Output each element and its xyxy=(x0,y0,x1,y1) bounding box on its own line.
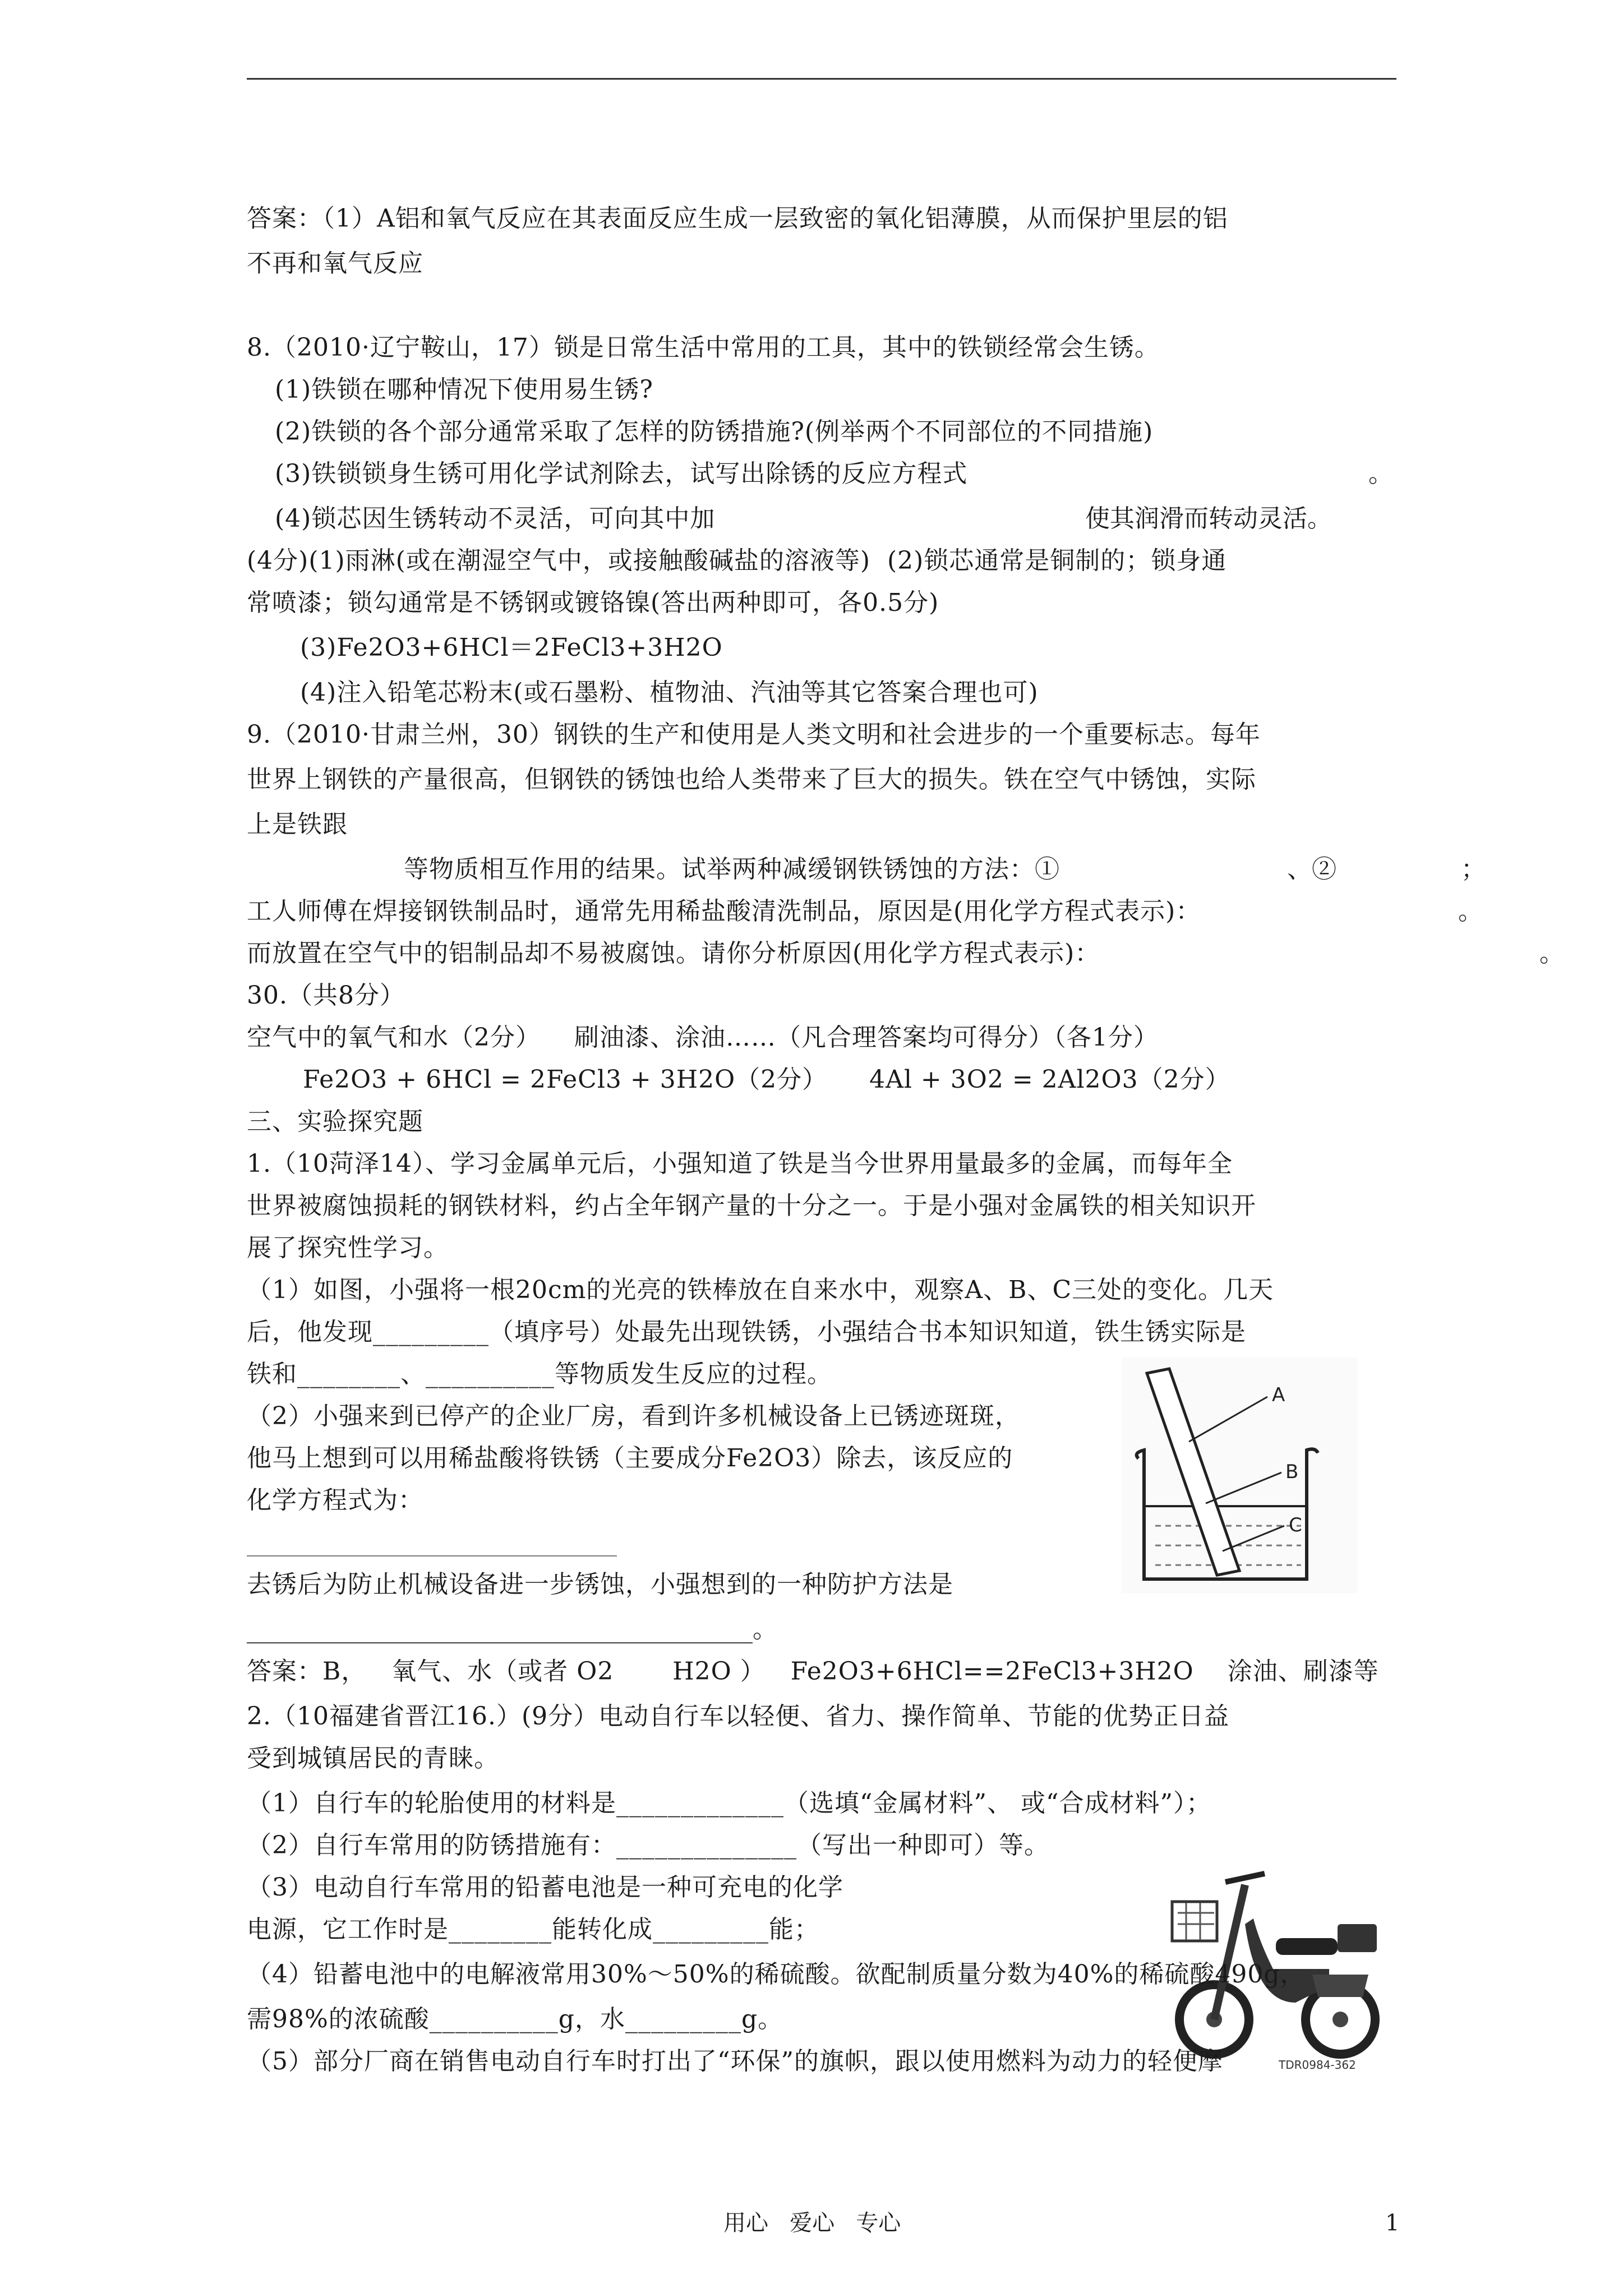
experiment-2-text: 2.（10福建省晋江16.）(9分）电动自行车以轻便、省力、操作简单、节能的优势正日益 xyxy=(247,1702,1230,1731)
punctuation: 。 xyxy=(1458,897,1483,926)
question-8-answer: (3)Fe2O3+6HCl＝2FeCl3+3H2O xyxy=(300,633,723,662)
question-9-answer: Fe2O3 + 6HCl = 2FeCl3 + 3H2O（2分） 4Al + 3O2 = 2Al2O3（2分） xyxy=(303,1065,1230,1094)
answer-line: 不再和氧气反应 xyxy=(247,249,423,278)
rear-fender xyxy=(1312,1975,1368,1997)
experiment-2-text: （5）部分厂商在销售电动自行车时打出了“环保”的旗帜，跟以使用燃料为动力的轻便摩 xyxy=(247,2047,1223,2076)
experiment-1-answer: 答案：B， 氧气、水（或者 O2 H2O ） Fe2O3+6HCl==2FeCl3+3H2O 涂油、刷漆等 xyxy=(247,1657,1379,1686)
question-8-answer: 常喷漆；锁勾通常是不锈钢或镀铬镍(答出两种即可，各0.5分) xyxy=(247,588,939,617)
question-8-sub-1: (1)铁锁在哪种情况下使用易生锈? xyxy=(275,375,653,404)
question-9-answer-header: 30.（共8分） xyxy=(247,981,405,1010)
footer-motto: 用心 爱心 专心 xyxy=(723,2210,901,2236)
experiment-1-text: 1.（10菏泽14）、学习金属单元后，小强知道了铁是当今世界用量最多的金属，而每年全 xyxy=(247,1149,1233,1178)
handlebar xyxy=(1225,1874,1265,1882)
experiment-1-text: （2）小强来到已停产的企业厂房，看到许多机械设备上已锈迹斑斑， xyxy=(247,1402,1020,1430)
experiment-1-text: （1）如图，小强将一根20cm的光亮的铁棒放在自来水中，观察A、B、C三处的变化。几天 xyxy=(247,1276,1274,1304)
seat xyxy=(1276,1938,1338,1955)
punctuation: ； xyxy=(1461,855,1486,884)
label-b: B xyxy=(1285,1461,1299,1483)
experiment-2-text: （1）自行车的轮胎使用的材料是_____________（选填“金属材料”、 或“合成材料”）； xyxy=(247,1789,1211,1818)
punctuation: 。 xyxy=(1368,459,1393,488)
question-9-stem: 等物质相互作用的结果。试举两种减缓钢铁锈蚀的方法：① xyxy=(404,855,1060,884)
punctuation: 。 xyxy=(1539,939,1564,968)
answer-blank-line: ______________________________ xyxy=(247,1528,617,1557)
experiment-2-text: （3）电动自行车常用的铅蓄电池是一种可充电的化学 xyxy=(247,1873,843,1902)
answer-blank-line: _________________________________________。 xyxy=(247,1615,777,1644)
rear-hub xyxy=(1332,2012,1348,2027)
experiment-1-text: 后，他发现_________（填序号）处最先出现铁锈，小强结合书本知识知道，铁生锈实际是 xyxy=(247,1318,1246,1346)
answer-line: 答案：（1）A铝和氧气反应在其表面反应生成一层致密的氧化铝薄膜，从而保护里层的铝 xyxy=(247,204,1228,233)
experiment-2-text: 电源，它工作时是________能转化成_________能； xyxy=(247,1915,819,1944)
front-basket xyxy=(1172,1902,1217,1941)
question-9-stem: 世界上钢铁的产量很高，但钢铁的锈蚀也给人类带来了巨大的损失。铁在空气中锈蚀，实际 xyxy=(247,765,1256,794)
experiment-1-text: 世界被腐蚀损耗的钢铁材料，约占全年钢产量的十分之一。于是小强对金属铁的相关知识开 xyxy=(247,1191,1256,1220)
question-9-stem: 9.（2010·甘肃兰州，30）钢铁的生产和使用是人类文明和社会进步的一个重要标志。每年 xyxy=(247,720,1261,749)
label-a: A xyxy=(1272,1384,1285,1406)
page-number: 1 xyxy=(1385,2210,1400,2236)
image-tag: TDR0984-362 xyxy=(1279,2058,1356,2072)
experiment-2-text: （4）铅蓄电池中的电解液常用30%～50%的稀硫酸。欲配制质量分数为40%的稀硫酸490g， xyxy=(247,1960,1306,1989)
question-8-sub-4: (4)锁芯因生锈转动不灵活，可向其中加 xyxy=(275,504,716,533)
section-title: 三、实验探究题 xyxy=(247,1107,423,1136)
question-8-answer: (4分)(1)雨淋(或在潮湿空气中，或接触酸碱盐的溶液等) (2)锁芯通常是铜制的；锁身通 xyxy=(247,546,1227,575)
question-9-answer: 空气中的氧气和水（2分） 刷油漆、涂油……（凡合理答案均可得分）（各1分） xyxy=(247,1023,1159,1052)
question-9-stem: 上是铁跟 xyxy=(247,810,348,839)
question-9-stem: 工人师傅在焊接钢铁制品时，通常先用稀盐酸清洗制品，原因是(用化学方程式表示)： xyxy=(247,897,1201,926)
experiment-1-text: 展了探究性学习。 xyxy=(247,1234,449,1262)
experiment-2-text: 需98%的浓硫酸__________g，水_________g。 xyxy=(247,2005,783,2033)
experiment-1-text: 铁和________、__________等物质发生反应的过程。 xyxy=(247,1360,832,1388)
question-8-answer: (4)注入铅笔芯粉末(或石墨粉、植物油、汽油等其它答案合理也可) xyxy=(300,678,1039,707)
experiment-1-text: 他马上想到可以用稀盐酸将铁锈（主要成分Fe2O3）除去，该反应的 xyxy=(247,1444,1013,1473)
question-8-stem: 8.（2010·辽宁鞍山，17）锁是日常生活中常用的工具，其中的铁锁经常会生锈。 xyxy=(247,333,1160,362)
header-rule xyxy=(247,78,1396,80)
question-8-sub-3: (3)铁锁锁身生锈可用化学试剂除去，试写出除锈的反应方程式 xyxy=(275,459,968,488)
label-c: C xyxy=(1289,1514,1302,1536)
experiment-1-text: 化学方程式为： xyxy=(247,1486,423,1515)
question-9-stem: 而放置在空气中的铝制品却不易被腐蚀。请你分析原因(用化学方程式表示)： xyxy=(247,939,1100,968)
experiment-1-text: 去锈后为防止机械设备进一步锈蚀，小强想到的一种防护方法是 xyxy=(247,1570,953,1599)
question-8-sub-4-end: 使其润滑而转动灵活。 xyxy=(1085,504,1332,533)
question-9-blank-2: 、② xyxy=(1287,855,1336,884)
question-8-sub-2: (2)铁锁的各个部分通常采取了怎样的防锈措施?(例举两个不同部位的不同措施) xyxy=(275,417,1154,446)
beaker-iron-rod-figure xyxy=(1122,1358,1357,1593)
rear-box xyxy=(1338,1924,1377,1952)
experiment-2-text: （2）自行车常用的防锈措施有：______________（写出一种即可）等。 xyxy=(247,1831,1049,1860)
experiment-2-text: 受到城镇居民的青睐。 xyxy=(247,1744,499,1773)
